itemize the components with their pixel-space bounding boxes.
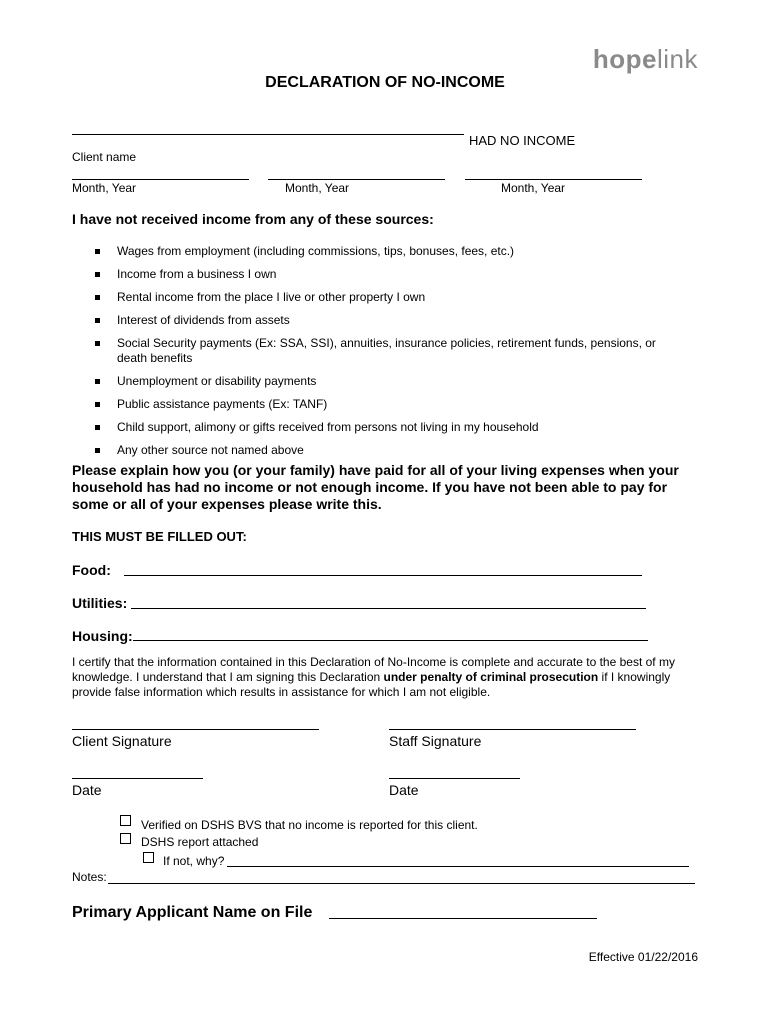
primary-applicant-label: Primary Applicant Name on File <box>72 904 313 921</box>
bullet-icon <box>95 425 100 430</box>
bullet-icon <box>95 448 100 453</box>
month-year-field-1[interactable] <box>72 179 249 180</box>
client-signature-field[interactable] <box>72 729 319 730</box>
food-label: Food: <box>72 562 111 578</box>
source-text: Interest of dividends from assets <box>117 313 290 327</box>
explain-paragraph: Please explain how you (or your family) have paid for all of your living expenses when your household has had no income or not enough income. If you have not been able to pay for some or all of your expenses please write this. <box>72 462 679 512</box>
list-item <box>95 374 715 389</box>
source-text: Unemployment or disability payments <box>117 374 317 388</box>
notes-field[interactable] <box>108 883 695 884</box>
staff-date-field[interactable] <box>389 778 520 779</box>
source-text: Any other source not named above <box>117 443 304 457</box>
logo-light-text: link <box>656 44 698 74</box>
client-name-field[interactable] <box>72 134 464 135</box>
list-item <box>95 397 715 412</box>
hopelink-logo <box>593 44 698 75</box>
if-not-label: If not, why? <box>163 854 225 868</box>
certify-text-2: if I knowingly provide false information which results in assistance for which I am not eligible. <box>72 670 671 699</box>
month-year-label-1: Month, Year <box>72 181 137 195</box>
if-not-reason-field[interactable] <box>227 866 689 867</box>
list-item <box>95 244 715 259</box>
source-text: Rental income from the place I live or other property I own <box>117 290 426 304</box>
bullet-icon <box>95 249 100 254</box>
must-fill-heading: THIS MUST BE FILLED OUT: <box>72 529 247 544</box>
bullet-icon <box>95 272 100 277</box>
source-text: Public assistance payments (Ex: TANF) <box>117 397 328 411</box>
bullet-icon <box>95 379 100 384</box>
utilities-field[interactable] <box>131 608 646 609</box>
client-date-label: Date <box>72 782 102 798</box>
income-sources-list <box>95 244 715 458</box>
month-year-label-3: Month, Year <box>501 181 566 195</box>
client-date-field[interactable] <box>72 778 203 779</box>
dshs-report-label: DSHS report attached <box>141 835 259 849</box>
list-item <box>95 313 715 328</box>
housing-field[interactable] <box>133 640 648 641</box>
verified-label: Verified on DSHS BVS that no income is reported for this client. <box>141 818 478 832</box>
certification-paragraph <box>72 655 692 700</box>
client-name-label: Client name <box>72 150 137 164</box>
dshs-report-checkbox[interactable] <box>120 833 131 844</box>
staff-signature-label: Staff Signature <box>389 733 482 749</box>
list-item <box>95 290 715 305</box>
bullet-icon <box>95 295 100 300</box>
month-year-label-2: Month, Year <box>285 181 350 195</box>
client-signature-label: Client Signature <box>72 733 172 749</box>
staff-date-label: Date <box>389 782 419 798</box>
source-text: Social Security payments (Ex: SSA, SSI), annuities, insurance policies, retirement funds, pensions, or death benefits <box>117 336 656 365</box>
utilities-label: Utilities: <box>72 595 128 611</box>
if-not-checkbox[interactable] <box>143 852 154 863</box>
month-year-field-2[interactable] <box>268 179 445 180</box>
housing-label: Housing: <box>72 628 133 644</box>
verified-checkbox[interactable] <box>120 815 131 826</box>
certify-bold-text: under penalty of criminal prosecution <box>383 670 599 684</box>
list-item <box>95 443 715 458</box>
food-field[interactable] <box>124 575 642 576</box>
list-item <box>95 267 715 282</box>
logo-bold-text: hope <box>592 44 657 74</box>
bullet-icon <box>95 341 100 346</box>
source-text: Wages from employment (including commissions, tips, bonuses, fees, etc.) <box>117 244 515 258</box>
staff-signature-field[interactable] <box>389 729 636 730</box>
had-no-income-text: HAD NO INCOME <box>469 133 576 148</box>
source-text: Income from a business I own <box>117 267 277 281</box>
bullet-icon <box>95 402 100 407</box>
sources-heading: I have not received income from any of these sources: <box>72 211 434 227</box>
page-title: DECLARATION OF NO-INCOME <box>265 74 505 91</box>
notes-label: Notes: <box>72 870 107 884</box>
list-item <box>95 420 715 435</box>
list-item <box>95 336 687 366</box>
month-year-field-3[interactable] <box>465 179 642 180</box>
effective-date: Effective 01/22/2016 <box>588 950 698 964</box>
certify-text-1: I certify that the information contained in this Declaration of No-Income is complete and accurate to the best of my knowledge. I understand that I am signing this Declaration <box>72 655 675 684</box>
source-text: Child support, alimony or gifts received from persons not living in my household <box>117 420 539 434</box>
primary-applicant-field[interactable] <box>329 918 597 919</box>
bullet-icon <box>95 318 100 323</box>
